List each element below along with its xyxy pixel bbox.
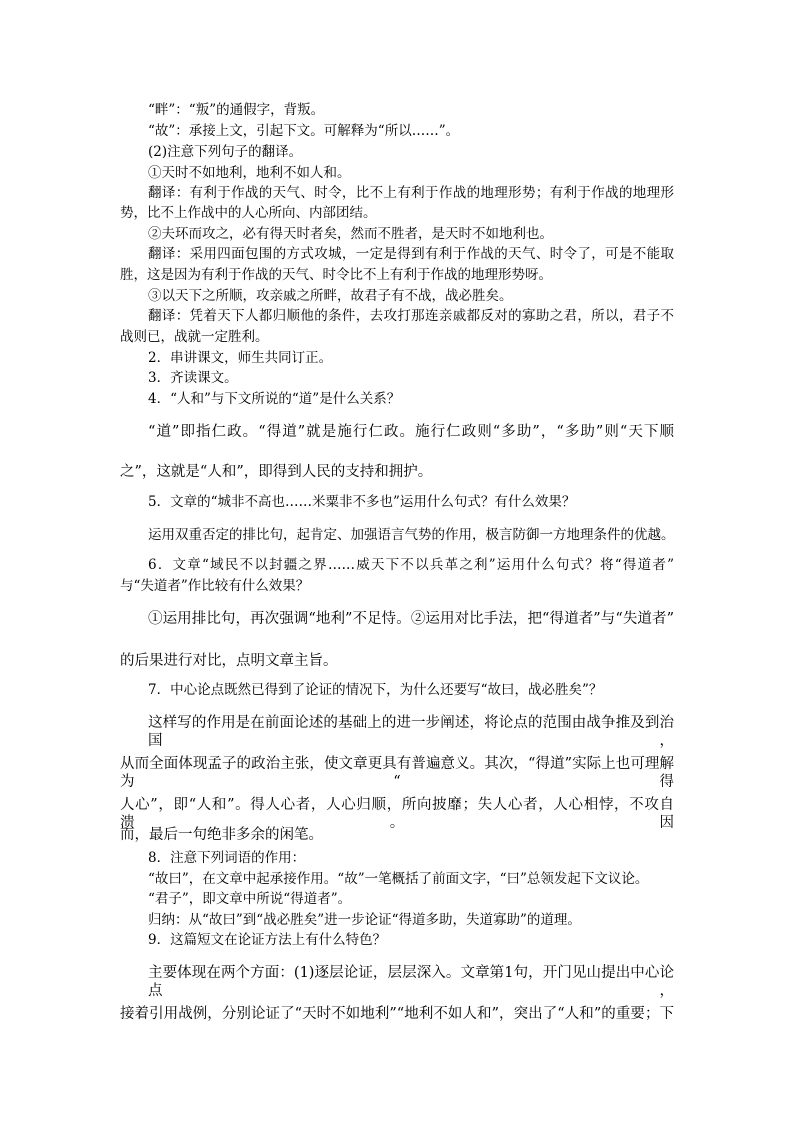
text-line: 4．“人和”与下文所说的“道”是什么关系？ [148, 391, 401, 407]
text-line: “畔”：“叛”的通假字，背叛。 [148, 102, 325, 118]
text-line: 势，比不上作战中的人心所向、内部团结。 [120, 205, 377, 221]
text-line: “道”即指仁政。“得道”就是施行仁政。施行仁政则“多助”，“多助”则“天下顺 [148, 424, 674, 440]
text-line: 主要体现在两个方面：(1)逐层论证，层层深入。文章第1句，开门见山提出中心论点， [148, 965, 674, 999]
text-line: 翻译：有利于作战的天气、时令，比不上有利于作战的地理形势；有利于作战的地理形 [148, 185, 674, 201]
text-line: “故曰”，在文章中起承接作用。“故”一笔概括了前面文字，“曰”总领发起下文议论。 [148, 871, 649, 887]
text-line: 2．串讲课文，师生共同订正。 [148, 350, 333, 366]
text-line: 9．这篇短文在论证方法上有什么特色？ [148, 932, 387, 948]
text-line: 的后果进行对比，点明文章主旨。 [120, 653, 338, 669]
text-line: 与“失道者”作比较有什么效果？ [120, 578, 310, 594]
text-line: “故”：承接上文，引起下文。可解释为“所以……”。 [148, 123, 460, 139]
text-line: 翻译：凭着天下人都归顺他的条件，去攻打那连亲戚都反对的寡助之君，所以，君子不 [148, 308, 674, 324]
text-line: 归纳：从“故曰”到“战必胜矣”进一步论证“得道多助，失道寡助”的道理。 [148, 912, 581, 928]
text-line: 而，最后一句绝非多余的闲笔。 [120, 827, 323, 843]
text-line: 3．齐读课文。 [148, 370, 238, 386]
text-line: ③以天下之所顺，攻亲戚之所畔，故君子有不战，战必胜矣。 [148, 288, 513, 304]
text-line: ①天时不如地利，地利不如人和。 [148, 165, 351, 181]
text-line: 6．文章“域民不以封疆之界……威天下不以兵革之利”运用什么句式？将“得道者” [148, 557, 674, 573]
text-line: ②夫环而攻之，必有得天时者矣，然而不胜者，是天时不如地利也。 [148, 226, 553, 242]
text-line: 8．注意下列词语的作用： [148, 850, 306, 866]
text-line: 之”，这就是“人和”，即得到人民的支持和拥护。 [120, 464, 433, 480]
text-line: 接着引用战例，分别论证了“天时不如地利”“地利不如人和”，突出了“人和”的重要；下 [120, 1006, 674, 1022]
text-line: 胜，这是因为有利于作战的天气、时令比不上有利于作战的地理形势呀。 [120, 267, 552, 283]
text-line: 战则已，战就一定胜利。 [120, 329, 269, 345]
text-line: 运用双重否定的排比句，起肯定、加强语言气势的作用，极言防御一方地理条件的优越。 [148, 527, 675, 543]
text-line: “君子”，即文章中所说“得道者”。 [148, 891, 352, 907]
text-line: 翻译：采用四面包围的方式攻城，一定是得到有利于作战的天气、时令了，可是不能取 [148, 246, 674, 262]
text-line: 人心”，即“人和”。得人心者，人心归顺，所向披靡；失人心者，人心相悖，不攻自溃。因 [120, 797, 674, 831]
text-line: ①运用排比句，再次强调“地利”不足恃。②运用对比手法，把“得道者”与“失道者” [148, 611, 674, 627]
text-line: 从而全面体现孟子的政治主张，使文章更具有普遍意义。其次，“得道”实际上也可理解为“得 [120, 756, 674, 790]
text-line: 5．文章的“城非不高也……米粟非不多也”运用什么句式？有什么效果？ [148, 494, 576, 510]
text-line: (2)注意下列句子的翻译。 [148, 144, 303, 160]
text-line: 这样写的作用是在前面论述的基础上的进一步阐述，将论点的范围由战争推及到治国， [148, 715, 674, 749]
text-line: 7．中心论点既然已得到了论证的情况下，为什么还要写“故曰，战必胜矣”？ [148, 682, 603, 698]
